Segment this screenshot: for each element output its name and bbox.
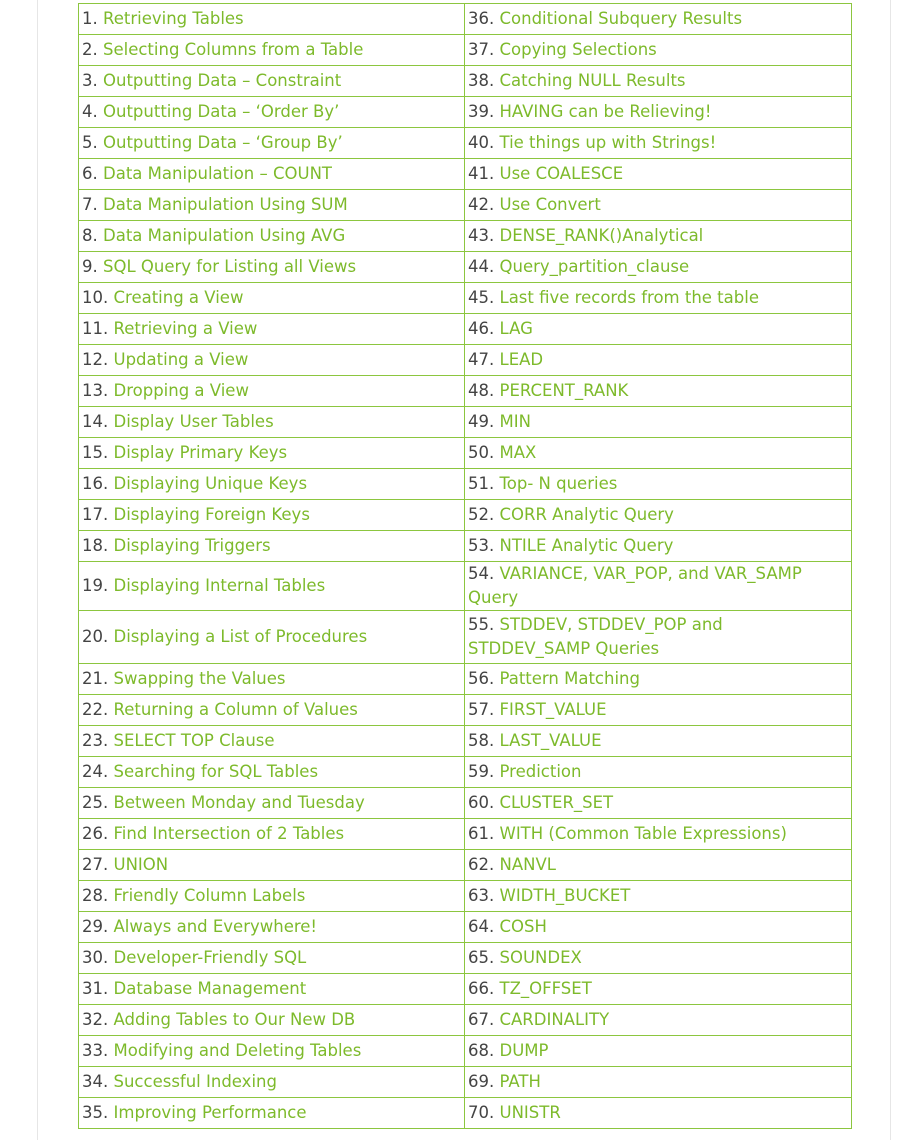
topic-cell-right [465, 159, 852, 190]
topic-link[interactable]: Display Primary Keys [113, 443, 288, 462]
topic-cell-right [465, 881, 852, 912]
topic-cell-left [79, 4, 465, 35]
topic-link[interactable]: Display User Tables [113, 412, 274, 431]
topic-cell-right [465, 314, 852, 345]
topic-number: 7. [82, 195, 98, 214]
topic-cell-right [465, 438, 852, 469]
topic-number: 51. [468, 474, 495, 493]
table-row [79, 943, 852, 974]
topic-link[interactable]: Top- N queries [499, 474, 618, 493]
topic-number: 25. [82, 793, 109, 812]
topic-cell-right [465, 4, 852, 35]
topic-cell-right [465, 850, 852, 881]
topic-cell-left [79, 850, 465, 881]
topic-link[interactable]: Data Manipulation – COUNT [103, 164, 333, 183]
table-row [79, 283, 852, 314]
table-row [79, 252, 852, 283]
topic-link[interactable]: Developer-Friendly SQL [113, 948, 307, 967]
topic-link[interactable]: LEAD [499, 350, 544, 369]
topic-cell-right [465, 695, 852, 726]
topic-cell-right [465, 1067, 852, 1098]
topic-cell-right [465, 35, 852, 66]
topic-number: 39. [468, 102, 495, 121]
topic-link[interactable]: Swapping the Values [113, 669, 286, 688]
topic-number: 58. [468, 731, 495, 750]
topic-number: 52. [468, 505, 495, 524]
topic-cell-left [79, 190, 465, 221]
topic-cell-left [79, 912, 465, 943]
topic-cell-left [79, 974, 465, 1005]
topic-cell-right [465, 128, 852, 159]
topic-cell-left [79, 500, 465, 531]
topic-link[interactable]: Copying Selections [499, 40, 657, 59]
topic-link[interactable]: Between Monday and Tuesday [113, 793, 365, 812]
topic-number: 14. [82, 412, 109, 431]
table-row [79, 611, 852, 664]
topic-number: 63. [468, 886, 495, 905]
topic-number: 53. [468, 536, 495, 555]
table-row [79, 1036, 852, 1067]
table-row [79, 4, 852, 35]
topic-link[interactable]: DENSE_RANK()Analytical [499, 226, 704, 245]
topic-link[interactable]: Prediction [499, 762, 582, 781]
table-row [79, 66, 852, 97]
topic-number: 40. [468, 133, 495, 152]
topic-cell-left [79, 881, 465, 912]
table-row [79, 562, 852, 611]
topic-number: 2. [82, 40, 98, 59]
topic-number: 5. [82, 133, 98, 152]
topic-cell-left [79, 819, 465, 850]
topic-number: 16. [82, 474, 109, 493]
topic-link[interactable]: Catching NULL Results [499, 71, 686, 90]
topic-cell-left [79, 252, 465, 283]
topic-cell-left [79, 1098, 465, 1129]
topic-link[interactable]: FIRST_VALUE [499, 700, 607, 719]
topic-link[interactable]: Retrieving Tables [103, 9, 244, 28]
topic-number: 24. [82, 762, 109, 781]
topic-link[interactable]: Retrieving a View [113, 319, 258, 338]
table-row [79, 190, 852, 221]
topic-cell-left [79, 128, 465, 159]
table-row [79, 1005, 852, 1036]
table-row [79, 376, 852, 407]
topic-cell-right [465, 190, 852, 221]
topic-number: 18. [82, 536, 109, 555]
table-row [79, 345, 852, 376]
topic-link[interactable]: Modifying and Deleting Tables [113, 1041, 362, 1060]
topic-cell-left [79, 345, 465, 376]
topic-cell-left [79, 469, 465, 500]
topic-link[interactable]: Find Intersection of 2 Tables [113, 824, 345, 843]
topic-cell-right [465, 500, 852, 531]
topic-cell-left [79, 407, 465, 438]
topic-number: 4. [82, 102, 98, 121]
topic-cell-left [79, 531, 465, 562]
topic-link[interactable]: COSH [499, 917, 547, 936]
topic-cell-right [465, 943, 852, 974]
topic-cell-right [465, 221, 852, 252]
table-row [79, 819, 852, 850]
topic-number: 3. [82, 71, 98, 90]
topic-cell-left [79, 376, 465, 407]
topic-cell-left [79, 664, 465, 695]
topic-link[interactable]: SELECT TOP Clause [113, 731, 275, 750]
table-row [79, 128, 852, 159]
table-row [79, 664, 852, 695]
topic-cell-left [79, 314, 465, 345]
topic-cell-right [465, 1005, 852, 1036]
topic-number: 67. [468, 1010, 495, 1029]
topic-number: 33. [82, 1041, 109, 1060]
topic-cell-left [79, 1005, 465, 1036]
topic-link[interactable]: Displaying Unique Keys [113, 474, 308, 493]
topic-number: 15. [82, 443, 109, 462]
topic-number: 19. [82, 576, 109, 595]
topic-link[interactable]: Displaying a List of Procedures [113, 627, 368, 646]
topic-link[interactable]: PERCENT_RANK [499, 381, 629, 400]
topic-link[interactable]: NTILE Analytic Query [499, 536, 674, 555]
topic-number: 31. [82, 979, 109, 998]
table-row [79, 97, 852, 128]
topic-cell-left [79, 562, 465, 611]
topic-link[interactable]: Outputting Data – ‘Group By’ [103, 133, 343, 152]
topic-cell-left [79, 1067, 465, 1098]
topic-link[interactable]: LAG [499, 319, 533, 338]
table-row [79, 881, 852, 912]
table-row [79, 500, 852, 531]
topic-number: 64. [468, 917, 495, 936]
topic-cell-left [79, 726, 465, 757]
topic-cell-right [465, 252, 852, 283]
topic-number: 27. [82, 855, 109, 874]
topic-number: 44. [468, 257, 495, 276]
topic-number: 20. [82, 627, 109, 646]
table-row [79, 531, 852, 562]
topic-number: 61. [468, 824, 495, 843]
topic-cell-right [465, 611, 852, 664]
table-row [79, 159, 852, 190]
topic-number: 69. [468, 1072, 495, 1091]
topic-cell-left [79, 66, 465, 97]
topic-link[interactable]: Last five records from the table [499, 288, 759, 307]
topic-cell-left [79, 943, 465, 974]
topic-number: 36. [468, 9, 495, 28]
topic-number: 1. [82, 9, 98, 28]
topic-link[interactable]: CLUSTER_SET [499, 793, 614, 812]
topic-number: 12. [82, 350, 109, 369]
topic-cell-right [465, 345, 852, 376]
topic-number: 26. [82, 824, 109, 843]
topic-link[interactable]: Improving Performance [113, 1103, 307, 1122]
topic-link[interactable]: Selecting Columns from a Table [103, 40, 364, 59]
topic-link[interactable]: WITH (Common Table Expressions) [499, 824, 787, 843]
topic-cell-right [465, 97, 852, 128]
topic-link[interactable]: MAX [499, 443, 537, 462]
topic-link[interactable]: Returning a Column of Values [113, 700, 358, 719]
topic-link[interactable]: WIDTH_BUCKET [499, 886, 631, 905]
topic-link[interactable]: Database Management [113, 979, 307, 998]
topic-link[interactable]: CORR Analytic Query [499, 505, 674, 524]
topic-number: 8. [82, 226, 98, 245]
topic-link[interactable]: Displaying Internal Tables [113, 576, 326, 595]
topic-cell-left [79, 35, 465, 66]
topic-link[interactable]: Data Manipulation Using AVG [103, 226, 346, 245]
topic-number: 13. [82, 381, 109, 400]
topic-number: 35. [82, 1103, 109, 1122]
topic-number: 60. [468, 793, 495, 812]
topic-link[interactable]: Updating a View [113, 350, 249, 369]
topic-number: 37. [468, 40, 495, 59]
topic-link[interactable]: TZ_OFFSET [499, 979, 592, 998]
table-row [79, 850, 852, 881]
table-row [79, 1067, 852, 1098]
topic-link[interactable]: NANVL [499, 855, 556, 874]
topic-link[interactable]: CARDINALITY [499, 1010, 610, 1029]
topic-cell-right [465, 376, 852, 407]
topic-number: 21. [82, 669, 109, 688]
topic-link[interactable]: Displaying Triggers [113, 536, 271, 555]
topic-cell-right [465, 407, 852, 438]
topic-number: 10. [82, 288, 109, 307]
topic-link[interactable]: SQL Query for Listing all Views [103, 257, 357, 276]
topic-number: 43. [468, 226, 495, 245]
topic-number: 54. [468, 564, 495, 583]
topic-cell-right [465, 283, 852, 314]
topic-cell-right [465, 1098, 852, 1129]
topic-link[interactable]: Tie things up with Strings! [499, 133, 717, 152]
topic-number: 17. [82, 505, 109, 524]
topic-number: 55. [468, 615, 495, 634]
topic-link[interactable]: HAVING can be Relieving! [499, 102, 712, 121]
topic-number: 32. [82, 1010, 109, 1029]
topic-number: 11. [82, 319, 109, 338]
topics-table [78, 3, 852, 1129]
topic-link[interactable]: Adding Tables to Our New DB [113, 1010, 356, 1029]
topic-number: 47. [468, 350, 495, 369]
topic-link[interactable]: STDDEV, STDDEV_POP and STDDEV_SAMP Queries [468, 615, 723, 658]
topic-cell-left [79, 221, 465, 252]
table-row [79, 726, 852, 757]
table-row [79, 757, 852, 788]
topic-link[interactable]: Data Manipulation Using SUM [103, 195, 348, 214]
topic-number: 48. [468, 381, 495, 400]
topic-number: 62. [468, 855, 495, 874]
topic-number: 38. [468, 71, 495, 90]
topic-number: 50. [468, 443, 495, 462]
topic-link[interactable]: Dropping a View [113, 381, 249, 400]
topic-number: 56. [468, 669, 495, 688]
table-row [79, 35, 852, 66]
topic-cell-right [465, 562, 852, 611]
topic-link[interactable]: UNISTR [499, 1103, 561, 1122]
topics-table-body [79, 4, 852, 1129]
topic-number: 57. [468, 700, 495, 719]
topic-number: 59. [468, 762, 495, 781]
table-row [79, 695, 852, 726]
topic-cell-right [465, 912, 852, 943]
table-row [79, 469, 852, 500]
topic-cell-left [79, 757, 465, 788]
topic-cell-right [465, 974, 852, 1005]
topic-cell-left [79, 1036, 465, 1067]
topic-link[interactable]: PATH [499, 1072, 541, 1091]
topic-number: 68. [468, 1041, 495, 1060]
topic-link[interactable]: Creating a View [113, 288, 244, 307]
topic-cell-right [465, 819, 852, 850]
topic-link[interactable]: SOUNDEX [499, 948, 582, 967]
topic-link[interactable]: DUMP [499, 1041, 549, 1060]
topic-number: 34. [82, 1072, 109, 1091]
topic-cell-left [79, 283, 465, 314]
topic-link[interactable]: Use Convert [499, 195, 601, 214]
topic-number: 49. [468, 412, 495, 431]
topic-cell-right [465, 1036, 852, 1067]
topic-link[interactable]: Searching for SQL Tables [113, 762, 319, 781]
topic-cell-left [79, 97, 465, 128]
topic-cell-right [465, 757, 852, 788]
topic-link[interactable]: Always and Everywhere! [113, 917, 318, 936]
table-row [79, 1098, 852, 1129]
topic-cell-left [79, 788, 465, 819]
topic-number: 46. [468, 319, 495, 338]
topic-link[interactable]: Pattern Matching [499, 669, 640, 688]
topic-number: 6. [82, 164, 98, 183]
topic-number: 65. [468, 948, 495, 967]
topic-link[interactable]: Outputting Data – ‘Order By’ [103, 102, 340, 121]
topic-link[interactable]: Use COALESCE [499, 164, 624, 183]
topic-cell-right [465, 531, 852, 562]
topic-number: 66. [468, 979, 495, 998]
topic-number: 70. [468, 1103, 495, 1122]
topic-cell-right [465, 469, 852, 500]
table-row [79, 314, 852, 345]
topic-number: 9. [82, 257, 98, 276]
topic-cell-right [465, 726, 852, 757]
topic-number: 30. [82, 948, 109, 967]
topic-number: 45. [468, 288, 495, 307]
topic-link[interactable]: Successful Indexing [113, 1072, 277, 1091]
topic-link[interactable]: LAST_VALUE [499, 731, 602, 750]
topic-link[interactable]: Query_partition_clause [499, 257, 690, 276]
topic-cell-left [79, 159, 465, 190]
topic-link[interactable]: Outputting Data – Constraint [103, 71, 342, 90]
topic-cell-left [79, 438, 465, 469]
table-row [79, 407, 852, 438]
table-row [79, 438, 852, 469]
topic-number: 29. [82, 917, 109, 936]
topic-cell-right [465, 66, 852, 97]
topic-cell-right [465, 788, 852, 819]
topic-link[interactable]: UNION [113, 855, 169, 874]
topic-number: 22. [82, 700, 109, 719]
table-row [79, 788, 852, 819]
topic-number: 28. [82, 886, 109, 905]
topic-number: 41. [468, 164, 495, 183]
topic-link[interactable]: MIN [499, 412, 531, 431]
topic-number: 23. [82, 731, 109, 750]
topic-number: 42. [468, 195, 495, 214]
topic-cell-left [79, 611, 465, 664]
table-row [79, 221, 852, 252]
table-row [79, 912, 852, 943]
topic-link[interactable]: Friendly Column Labels [113, 886, 306, 905]
topic-cell-right [465, 664, 852, 695]
table-row [79, 974, 852, 1005]
topic-link[interactable]: VARIANCE, VAR_POP, and VAR_SAMP Query [468, 564, 802, 607]
topic-cell-left [79, 695, 465, 726]
topic-link[interactable]: Conditional Subquery Results [499, 9, 743, 28]
topic-link[interactable]: Displaying Foreign Keys [113, 505, 310, 524]
